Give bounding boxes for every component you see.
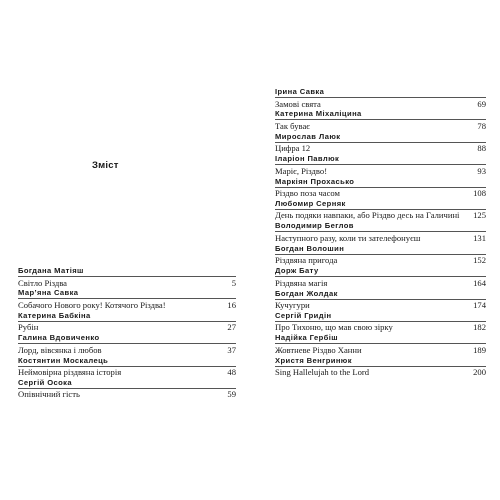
toc-story-title: Опівнічний гість (18, 389, 80, 400)
toc-entry (275, 333, 486, 355)
toc-page-number: 125 (473, 210, 486, 221)
toc-story-row (18, 388, 236, 400)
toc-page-number: 131 (473, 232, 486, 243)
toc-story-title: Sing Hallelujah to the Lord (275, 367, 370, 378)
toc-story-row (275, 187, 486, 199)
toc-story-title: Різдво поза часом (275, 188, 340, 199)
toc-story-title: День подяки навпаки, або Різдво десь на Галичині (275, 210, 460, 221)
toc-story-row (18, 276, 236, 288)
toc-author: Сергій Осока (18, 377, 72, 387)
toc-story-title: Лорд, вівсянка і любов (18, 344, 102, 355)
toc-story-title: Цифра 12 (275, 143, 311, 154)
toc-entry (18, 356, 236, 378)
toc-entry (275, 244, 486, 266)
toc-entry (275, 289, 486, 311)
toc-title: Зміст (92, 160, 119, 171)
toc-page-number: 189 (473, 344, 486, 355)
toc-story-row (275, 231, 486, 243)
toc-page-number: 108 (473, 188, 486, 199)
toc-story-title: Наступного разу, коли ти зателефонуєш (275, 232, 421, 243)
toc-page-number: 5 (231, 277, 236, 288)
toc-story-row (275, 164, 486, 176)
toc-page-number: 164 (473, 277, 486, 288)
toc-entry (275, 311, 486, 333)
toc-story-title: Про Тихоню, що мав свою зірку (275, 322, 393, 333)
toc-entry (275, 109, 486, 131)
toc-author: Любомир Серняк (275, 198, 346, 208)
toc-entry (18, 288, 236, 310)
toc-page-number: 48 (227, 367, 236, 378)
toc-list-right (275, 87, 486, 378)
toc-page-number: 78 (477, 120, 486, 131)
toc-story-title: Так буває (275, 120, 310, 131)
toc-author: Богдана Матіяш (18, 266, 84, 275)
toc-page-number: 174 (473, 300, 486, 311)
toc-author: Дорж Бату (275, 266, 319, 276)
toc-entry (275, 356, 486, 378)
toc-entry (275, 177, 486, 199)
toc-entry (275, 87, 486, 109)
toc-page-number: 27 (227, 322, 236, 333)
toc-story-title: Маріє, Різдво! (275, 165, 328, 176)
toc-page-number: 88 (477, 143, 486, 154)
toc-page-number: 59 (227, 389, 236, 400)
toc-story-row (275, 276, 486, 288)
toc-author: Мирослав Лаюк (275, 131, 341, 141)
toc-page-number: 182 (473, 322, 486, 333)
toc-story-row (275, 321, 486, 333)
toc-entry (275, 266, 486, 288)
toc-story-title: Замові свята (275, 98, 321, 109)
toc-story-title: Світло Різдва (18, 277, 67, 288)
toc-story-row (18, 321, 236, 333)
toc-story-row (275, 209, 486, 221)
toc-list-left (18, 266, 236, 400)
toc-entry (18, 378, 236, 400)
toc-story-row (275, 119, 486, 131)
toc-author: Катерина Бабкіна (18, 310, 91, 320)
toc-story-title: Собачого Нового року! Котячого Різдва! (18, 299, 166, 310)
toc-story-title: Жовтневе Різдво Ханни (275, 344, 362, 355)
toc-page-number: 200 (473, 367, 486, 378)
toc-story-title: Різдвяна пригода (275, 255, 338, 266)
toc-author: Богдан Волошин (275, 243, 345, 253)
toc-author: Катерина Міхаліцина (275, 109, 362, 119)
toc-page-number: 37 (227, 344, 236, 355)
toc-author: Богдан Жолдак (275, 288, 338, 298)
toc-story-title: Рубін (18, 322, 39, 333)
toc-author: Іларіон Павлюк (275, 154, 340, 164)
toc-story-title: Різдвяна магія (275, 277, 328, 288)
toc-author: Мар’яна Савка (18, 288, 79, 298)
toc-story-title: Неймовірна різдвяна історія (18, 367, 122, 378)
toc-entry (275, 132, 486, 154)
toc-author: Ірина Савка (275, 87, 325, 96)
toc-page-number: 152 (473, 255, 486, 266)
toc-author: Сергій Гридін (275, 310, 332, 320)
toc-story-row (275, 142, 486, 154)
toc-story-row (275, 254, 486, 266)
toc-entry (18, 311, 236, 333)
toc-author: Христя Венгринюк (275, 355, 352, 365)
toc-story-row (18, 343, 236, 355)
toc-author: Маркіян Прохасько (275, 176, 355, 186)
toc-page-number: 93 (477, 165, 486, 176)
toc-author: Володимир Беглов (275, 221, 354, 231)
toc-author: Надійка Гербіш (275, 333, 338, 343)
toc-author: Костянтин Москалець (18, 355, 109, 365)
toc-story-row (18, 366, 236, 378)
toc-page-number: 69 (477, 98, 486, 109)
toc-entry (275, 199, 486, 221)
toc-story-row (275, 299, 486, 311)
toc-story-row (18, 298, 236, 310)
toc-entry (275, 221, 486, 243)
toc-story-row (275, 343, 486, 355)
toc-entry (18, 333, 236, 355)
right-page (250, 0, 500, 500)
toc-page-number: 16 (227, 299, 236, 310)
toc-entry (275, 154, 486, 176)
toc-story-row (275, 366, 486, 378)
toc-story-row (275, 97, 486, 109)
toc-story-title: Кучугури (275, 300, 310, 311)
toc-entry (18, 266, 236, 288)
toc-author: Галина Вдовиченко (18, 333, 100, 343)
